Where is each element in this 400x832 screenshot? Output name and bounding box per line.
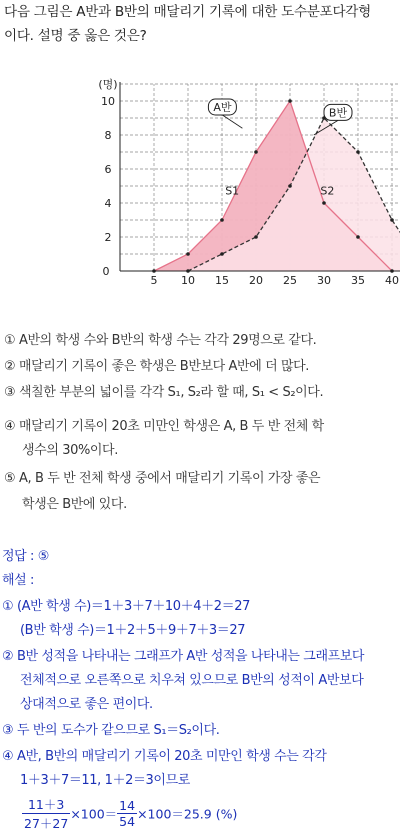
option-4-cont: 생수의 30%이다. xyxy=(22,443,118,458)
x-tick-label: 20 xyxy=(249,274,263,287)
x-tick-label: 35 xyxy=(351,274,365,287)
data-point xyxy=(390,218,394,222)
solution-line-8: 1＋3＋7＝11, 1＋2＝3이므로 xyxy=(20,773,190,788)
series-label-a: A반 xyxy=(213,101,232,114)
option-5: ⑤ A, B 두 반 전체 학생 중에서 매달리기 기록이 가장 좋은 xyxy=(4,471,321,486)
x-tick-label: 10 xyxy=(181,274,195,287)
y-tick-label: 4 xyxy=(104,197,112,210)
option-4: ④ 매달리기 기록이 20초 미만인 학생은 A, B 두 반 전체 학 xyxy=(4,419,324,434)
y-tick-label: 8 xyxy=(104,129,112,142)
data-point xyxy=(220,218,224,222)
x-tick-label: 5 xyxy=(150,274,158,287)
data-point xyxy=(254,150,258,154)
solution-line-7: ④ A반, B반의 매달리기 기록이 20초 미만인 학생 수는 각각 xyxy=(2,749,327,764)
y-tick-label: 0 xyxy=(102,265,110,278)
fraction-mid: ×100＝ xyxy=(70,806,118,822)
fraction-2-denominator: 54 xyxy=(119,814,136,829)
solution-line-3: ② B반 성적을 나타내는 그래프가 A반 성적을 나타내는 그래프보다 xyxy=(2,649,365,664)
solution-fraction xyxy=(22,795,237,832)
fraction-2-numerator: 14 xyxy=(119,798,136,813)
fraction-tail: ×100＝25.9 (%) xyxy=(137,806,238,822)
question-line-1: 다음 그림은 A반과 B반의 매달리기 기록에 대한 도수분포다각형 xyxy=(4,4,371,20)
data-point xyxy=(220,252,224,256)
frequency-polygon-chart xyxy=(90,56,399,296)
data-point xyxy=(254,235,258,239)
y-tick-label: 2 xyxy=(104,231,112,244)
data-point xyxy=(322,201,326,205)
data-point xyxy=(186,252,190,256)
y-tick-label: 10 xyxy=(101,95,115,108)
solution-heading: 해설 : xyxy=(2,573,35,588)
fraction-1-denominator: 27＋27 xyxy=(24,816,69,831)
region-label-s2: S2 xyxy=(320,184,335,198)
option-1: ① A반의 학생 수와 B반의 학생 수는 각각 29명으로 같다. xyxy=(4,333,317,348)
option-2: ② 매달리기 기록이 좋은 학생은 B반보다 A반에 더 많다. xyxy=(4,359,310,374)
region-label-s1: S1 xyxy=(225,184,240,198)
option-5-cont: 학생은 B반에 있다. xyxy=(22,497,127,512)
x-tick-label: 15 xyxy=(215,274,229,287)
series-label-a-pointer xyxy=(222,115,242,128)
solution-line-1: ① (A반 학생 수)＝1＋3＋7＋10＋4＋2＝27 xyxy=(2,599,250,614)
answer: 정답 : ⑤ xyxy=(2,549,50,564)
y-axis-label: (명) xyxy=(98,78,118,91)
data-point xyxy=(356,150,360,154)
question-line-2: 이다. 설명 중 옳은 것은? xyxy=(4,28,147,44)
option-3: ③ 색칠한 부분의 넓이를 각각 S₁, S₂라 할 때, S₁ < S₂이다. xyxy=(4,385,324,400)
data-point xyxy=(288,99,292,103)
y-tick-label: 6 xyxy=(104,163,112,176)
solution-line-5: 상대적으로 좋은 편이다. xyxy=(20,697,153,712)
x-tick-label: 40 xyxy=(385,274,399,287)
solution-line-2: (B반 학생 수)＝1＋2＋5＋9＋7＋3＝27 xyxy=(20,623,246,638)
data-point xyxy=(356,235,360,239)
fraction-2 xyxy=(117,798,137,829)
fraction-1 xyxy=(22,795,70,832)
fraction-1-numerator: 11＋3 xyxy=(22,795,70,814)
solution-line-4: 전체적으로 오른쪽으로 치우쳐 있으므로 B반의 성적이 A반보다 xyxy=(20,673,364,688)
data-point xyxy=(288,184,292,188)
x-tick-label: 25 xyxy=(283,274,297,287)
x-tick-label: 30 xyxy=(317,274,331,287)
series-label-b: B반 xyxy=(328,106,348,120)
solution-line-6: ③ 두 반의 도수가 같으므로 S₁＝S₂이다. xyxy=(2,723,220,738)
